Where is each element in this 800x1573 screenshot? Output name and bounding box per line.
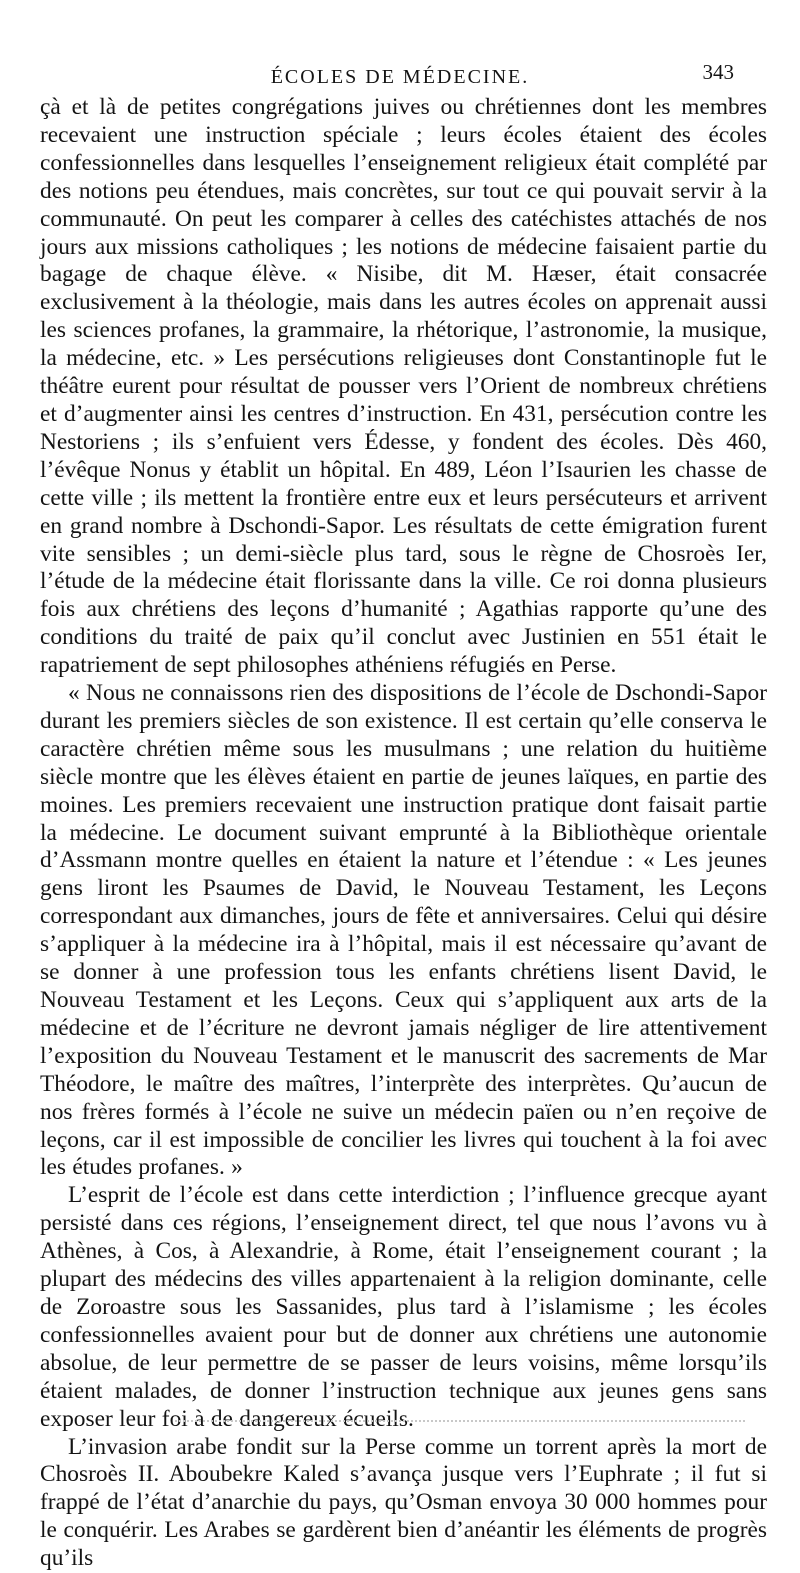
paragraph-3: L’esprit de l’école est dans cette interdiction ; l’influence grecque ayant persisté dans ces régions, l’enseignement direct, tel que nous l’avons vu à Athènes, à Cos, à Alexandrie, à Rome, était l’enseignement courant ; la plupart des médecins des villes appartenaient à la religion dominante, celle de Zoroastre sous les Sassanides, plus tard à l’islamisme ; les écoles confessionnelles avaient pour but de donner aux chrétiens une autonomie absolue, de leur permettre de se passer de leurs voisins, même lorsqu’ils étaient malades, de donner l’instruction technique aux jeunes gens sans exposer leur foi à de dangereux écueils. xyxy=(40,1182,767,1433)
body-text xyxy=(40,94,767,1573)
footer-divider xyxy=(175,1420,745,1422)
running-title: ÉCOLES DE MÉDECINE. xyxy=(0,66,800,89)
paragraph-4: L’invasion arabe fondit sur la Perse comme un torrent après la mort de Chosroès II. Aboubekre Kaled s’avança jusque vers l’Euphrate ; il fut si frappé de l’état d’anarchie du pays, qu’Osman envoya 30 000 hommes pour le conquérir. Les Arabes se gardèrent bien d’anéantir les éléments de progrès qu’ils xyxy=(40,1434,767,1573)
page-number: 343 xyxy=(703,60,735,85)
running-header xyxy=(0,60,800,94)
paragraph-1: çà et là de petites congrégations juives ou chrétiennes dont les membres recevaient une instruction spéciale ; leurs écoles étaient des écoles confessionnelles dans lesquelles l’enseignement religieux était complété par des notions peu étendues, mais concrètes, sur tout ce qui pouvait servir à la communauté. On peut les comparer à celles des catéchistes attachés de nos jours aux missions catholiques ; les notions de médecine faisaient partie du bagage de chaque élève. « Nisibe, dit M. Hæser, était consacrée exclusivement à la théologie, mais dans les autres écoles on apprenait aussi les sciences profanes, la grammaire, la rhétorique, l’astronomie, la musique, la médecine, etc. » Les persécutions religieuses dont Constantinople fut le théâtre eurent pour résultat de pousser vers l’Orient de nombreux chrétiens et d’augmenter ainsi les centres d’instruction. En 431, persécution contre les Nestoriens ; ils s’enfuient vers Édesse, y fondent des écoles. Dès 460, l’évêque Nonus y établit un hôpital. En 489, Léon l’Isaurien les chasse de cette ville ; ils mettent la frontière entre eux et leurs persécuteurs et arrivent en grand nombre à Dschondi-Sapor. Les résultats de cette émigration furent vite sensibles ; un demi-siècle plus tard, sous le règne de Chosroès Ier, l’étude de la médecine était florissante dans la ville. Ce roi donna plusieurs fois aux chrétiens des leçons d’humanité ; Agathias rapporte qu’une des conditions du traité de paix qu’il conclut avec Justinien en 551 était le rapatriement de sept philosophes athéniens réfugiés en Perse. xyxy=(40,94,767,680)
paragraph-2: « Nous ne connaissons rien des dispositions de l’école de Dschondi-Sapor durant les premiers siècles de son existence. Il est certain qu’elle conserva le caractère chrétien même sous les musulmans ; une relation du huitième siècle montre que les élèves étaient en partie de jeunes laïques, en partie des moines. Les premiers recevaient une instruction pratique dont faisait partie la médecine. Le document suivant emprunté à la Bibliothèque orientale d’Assmann montre quelles en étaient la nature et l’étendue : « Les jeunes gens liront les Psaumes de David, le Nouveau Testament, les Leçons correspondant aux dimanches, jours de fête et anniversaires. Celui qui désire s’appliquer à la médecine ira à l’hôpital, mais il est nécessaire qu’avant de se donner à une profession tous les enfants chrétiens lisent David, le Nouveau Testament et les Leçons. Ceux qui s’appliquent aux arts de la médecine et de l’écriture ne devront jamais négliger de lire attentivement l’exposition du Nouveau Testament et le manuscrit des sacrements de Mar Théodore, le maître des maîtres, l’interprète des interprètes. Qu’aucun de nos frères formés à l’école ne suive un médecin païen ou n’en reçoive de leçons, car il est impossible de concilier les livres qui touchent à la foi avec les études profanes. » xyxy=(40,680,767,1182)
